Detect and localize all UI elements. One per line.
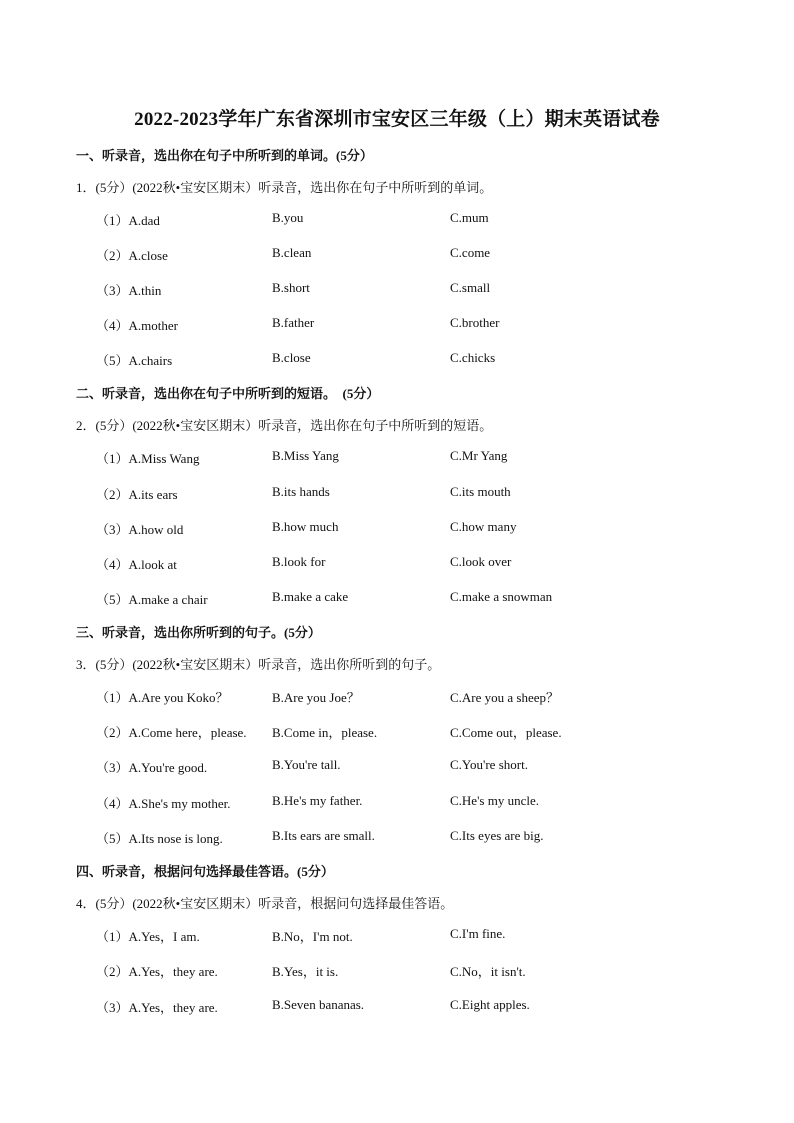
question-2-item-5	[96, 589, 736, 607]
option-b: B.close	[272, 350, 311, 365]
option-a: （2）A.its ears	[96, 487, 178, 502]
option-b: B.Miss Yang	[272, 448, 339, 463]
option-b: B.you	[272, 210, 304, 225]
option-a: （2）A.Yes，they are.	[96, 964, 218, 979]
question-1-item-3	[96, 280, 736, 298]
question-4-stem: 4．(5分）(2022秋•宝安区期末）听录音，根据问句选择最佳答语。	[76, 896, 454, 911]
option-a: （3）A.Yes，they are.	[96, 1000, 218, 1015]
question-2-item-1	[96, 448, 736, 466]
question-4-item-1	[96, 926, 736, 944]
option-a: （3）A.thin	[96, 283, 162, 298]
option-b: B.Come in，please.	[272, 725, 378, 740]
question-3-item-2	[96, 722, 736, 740]
option-b: B.You're tall.	[272, 757, 341, 772]
question-2-item-2	[96, 484, 736, 502]
option-b: B.look for	[272, 554, 326, 569]
option-b: B.how much	[272, 519, 339, 534]
option-b: B.make a cake	[272, 589, 349, 604]
section-1-heading: 一、听录音，选出你在句子中所听到的单词。(5分）	[76, 148, 373, 163]
option-a: （5）A.Its nose is long.	[96, 831, 223, 846]
question-4-item-3	[96, 997, 736, 1015]
option-a: （5）A.make a chair	[96, 592, 208, 607]
option-c: C.its mouth	[450, 484, 511, 499]
question-4-item-2	[96, 961, 736, 979]
question-3-stem: 3．(5分）(2022秋•宝安区期末）听录音，选出你所听到的句子。	[76, 657, 441, 672]
option-b: B.clean	[272, 245, 312, 260]
question-3-item-3	[96, 757, 736, 775]
option-b: B.Its ears are small.	[272, 828, 375, 843]
section-2-heading: 二、听录音，选出你在句子中所听到的短语。 (5分）	[76, 386, 380, 401]
option-c: C.Eight apples.	[450, 997, 530, 1012]
question-3-item-1	[96, 687, 736, 705]
option-a: （1）A.Are you Koko？	[96, 690, 229, 705]
option-a: （4）A.look at	[96, 557, 177, 572]
option-c: C.small	[450, 280, 491, 295]
option-b: B.He's my father.	[272, 793, 363, 808]
option-c: C.chicks	[450, 350, 496, 365]
question-1-item-4	[96, 315, 736, 333]
option-a: （3）A.You're good.	[96, 760, 208, 775]
option-c: C.make a snowman	[450, 589, 553, 604]
option-b: B.Seven bananas.	[272, 997, 365, 1012]
option-a: （4）A.She's my mother.	[96, 796, 231, 811]
question-3-item-4	[96, 793, 736, 811]
option-c: C.look over	[450, 554, 512, 569]
question-2-item-4	[96, 554, 736, 572]
option-b: B.short	[272, 280, 310, 295]
option-a: （2）A.close	[96, 248, 168, 263]
option-a: （1）A.Yes，I am.	[96, 929, 200, 944]
option-c: C.mum	[450, 210, 489, 225]
option-a: （4）A.mother	[96, 318, 178, 333]
question-1-item-2	[96, 245, 736, 263]
option-a: （1）A.dad	[96, 213, 160, 228]
question-2-item-3	[96, 519, 736, 537]
option-c: C.I'm fine.	[450, 926, 506, 941]
option-c: C.Mr Yang	[450, 448, 508, 463]
option-b: B.Are you Joe？	[272, 690, 360, 705]
option-c: C.come	[450, 245, 491, 260]
page-title: 2022-2023学年广东省深圳市宝安区三年级（上）期末英语试卷	[134, 109, 660, 130]
option-c: C.how many	[450, 519, 517, 534]
option-c: C.You're short.	[450, 757, 528, 772]
option-b: B.father	[272, 315, 315, 330]
section-4-heading: 四、听录音，根据问句选择最佳答语。(5分）	[76, 864, 334, 879]
option-c: C.Come out，please.	[450, 725, 562, 740]
option-c: C.Its eyes are big.	[450, 828, 544, 843]
section-3-heading: 三、听录音，选出你所听到的句子。(5分）	[76, 625, 321, 640]
option-b: B.No，I'm not.	[272, 929, 353, 944]
option-c: C.brother	[450, 315, 500, 330]
option-b: B.Yes，it is.	[272, 964, 339, 979]
option-c: C.No，it isn't.	[450, 964, 526, 979]
option-a: （3）A.how old	[96, 522, 184, 537]
option-a: （2）A.Come here，please.	[96, 725, 247, 740]
question-2-stem: 2．(5分）(2022秋•宝安区期末）听录音，选出你在句子中所听到的短语。	[76, 418, 493, 433]
option-a: （5）A.chairs	[96, 353, 173, 368]
question-1-item-5	[96, 350, 736, 368]
question-3-item-5	[96, 828, 736, 846]
question-1-stem: 1．(5分）(2022秋•宝安区期末）听录音，选出你在句子中所听到的单词。	[76, 180, 493, 195]
option-c: C.Are you a sheep？	[450, 690, 560, 705]
option-c: C.He's my uncle.	[450, 793, 539, 808]
option-a: （1）A.Miss Wang	[96, 451, 200, 466]
option-b: B.its hands	[272, 484, 330, 499]
question-1-item-1	[96, 210, 736, 228]
